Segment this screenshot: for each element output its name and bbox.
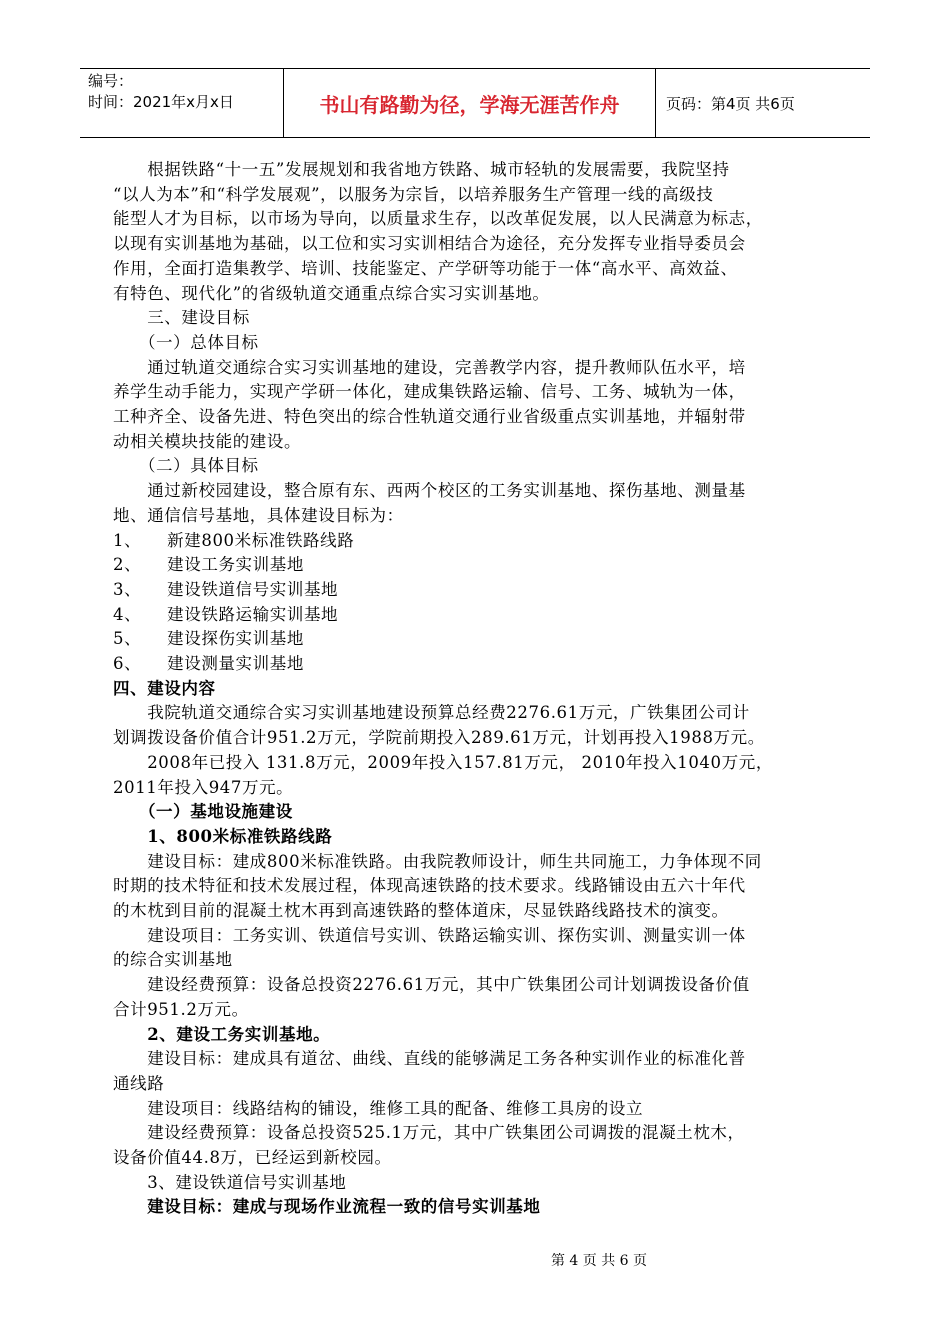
section-heading: 2、建设工务实训基地。 xyxy=(113,1024,331,1044)
page-header xyxy=(80,68,870,138)
page-footer xyxy=(0,1250,950,1270)
body-line: 5、 建设探伤实训基地 xyxy=(113,629,304,649)
footer-page-number: 第 4 页 共 6 页 xyxy=(550,1253,648,1269)
section-heading: （一）基地设施建设 xyxy=(113,802,293,822)
body-line: 三、建设目标 xyxy=(113,308,250,328)
body-line: （二）具体目标 xyxy=(113,456,259,476)
body-line: 动相关模块技能的建设。 xyxy=(113,431,302,451)
body-line: 根据铁路“十一五”发展规划和我省地方铁路、城市轻轨的发展需要，我院坚持 xyxy=(113,160,730,179)
body-line: 作用，全面打造集教学、培训、技能鉴定、产学研等功能于一体“高水平、高效益、 xyxy=(113,258,738,278)
body-line: 时期的技术特征和技术发展过程，体现高速铁路的技术要求。线路铺设由五六十年代 xyxy=(113,876,746,896)
header-page-label: 页码：第4页 共6页 xyxy=(666,94,795,113)
body-line: 建设项目：工务实训、铁道信号实训、铁路运输实训、探伤实训、测量实训一体 xyxy=(113,925,746,945)
body-line: 设备价值44.8万，已经运到新校园。 xyxy=(113,1148,392,1167)
body-line: 3、建设铁道信号实训基地 xyxy=(113,1172,347,1192)
body-line: 合计951.2万元。 xyxy=(113,999,249,1019)
body-line: 能型人才为目标，以市场为导向，以质量求生存，以改革促发展，以人民满意为标志， xyxy=(113,209,763,229)
body-line: 建设项目：线路结构的铺设，维修工具的配备、维修工具房的设立 xyxy=(113,1098,644,1118)
body-line: 建设经费预算：设备总投资2276.61万元，其中广铁集团公司计划调拨设备价值 xyxy=(113,975,750,995)
header-meta xyxy=(80,69,284,137)
body-line: 划调拨设备价值合计951.2万元，学院前期投入289.61万元，计划再投入1988万元。 xyxy=(113,728,765,748)
body-line: （一）总体目标 xyxy=(113,332,259,352)
body-line: 建设目标：建成具有道岔、曲线、直线的能够满足工务各种实训作业的标准化普 xyxy=(113,1049,746,1069)
document-number-label: 编号： xyxy=(88,72,134,90)
body-line: 2008年已投入 131.8万元，2009年投入157.81万元， 2010年投入1040万元， xyxy=(113,752,773,772)
section-heading: 四、建设内容 xyxy=(113,678,216,698)
body-line: 有特色、现代化”的省级轨道交通重点综合实习实训基地。 xyxy=(113,283,550,303)
body-line: 6、 建设测量实训基地 xyxy=(113,654,304,673)
body-line: 4、 建设铁路运输实训基地 xyxy=(113,604,339,624)
body-line: 的综合实训基地 xyxy=(113,950,233,970)
body-line: 地、通信信号基地，具体建设目标为： xyxy=(113,505,404,525)
body-line: 建设经费预算：设备总投资525.1万元，其中广铁集团公司调拨的混凝土枕木， xyxy=(113,1123,745,1143)
body-line: 通过轨道交通综合实习实训基地的建设，完善教学内容，提升教师队伍水平，培 xyxy=(113,357,746,377)
body-line: 2011年投入947万元。 xyxy=(113,777,294,797)
body-line: 建设目标：建成800米标准铁路。由我院教师设计，师生共同施工，力争体现不同 xyxy=(113,851,762,871)
body-line: “以人为本”和“科学发展观”，以服务为宗旨，以培养服务生产管理一线的高级技 xyxy=(113,184,714,204)
section-heading: 1、800米标准铁路线路 xyxy=(113,826,333,846)
body-line: 以现有实训基地为基础，以工位和实习实训相结合为途径，充分发挥专业指导委员会 xyxy=(113,234,746,254)
body-line: 我院轨道交通综合实习实训基地建设预算总经费2276.61万元，广铁集团公司计 xyxy=(113,703,750,723)
body-line: 的木枕到目前的混凝土枕木再到高速铁路的整体道床，尽显铁路线路技术的演变。 xyxy=(113,901,729,920)
body-line: 养学生动手能力，实现产学研一体化，建成集铁路运输、信号、工务、城轨为一体， xyxy=(113,382,746,402)
header-motto: 书山有路勤为径，学海无涯苦作舟 xyxy=(284,69,656,137)
body-line: 通过新校园建设，整合原有东、西两个校区的工务实训基地、探伤基地、测量基 xyxy=(113,481,746,501)
body-line: 1、 新建800米标准铁路线路 xyxy=(113,530,355,550)
body-line: 3、 建设铁道信号实训基地 xyxy=(113,579,339,599)
body-line: 工种齐全、设备先进、特色突出的综合性轨道交通行业省级重点实训基地，并辐射带 xyxy=(113,407,746,426)
document-time-label: 时间：2021年x月x日 xyxy=(88,93,234,111)
body-line: 2、 建设工务实训基地 xyxy=(113,555,304,575)
section-heading: 建设目标：建成与现场作业流程一致的信号实训基地 xyxy=(113,1197,541,1217)
body-line: 通线路 xyxy=(113,1073,165,1093)
